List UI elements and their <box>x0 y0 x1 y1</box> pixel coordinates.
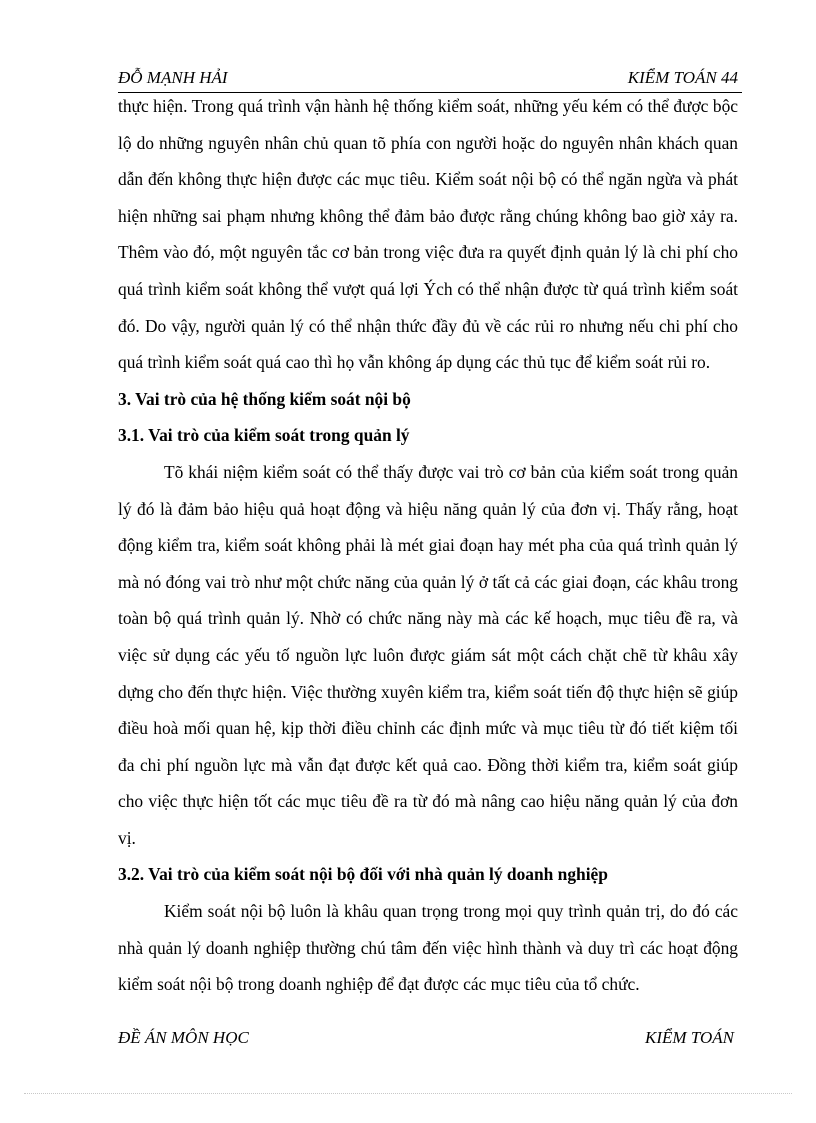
paragraph-2: Tõ khái niệm kiểm soát có thể thấy được vai trò cơ bản của kiểm soát trong quản lý đó là đảm bảo hiệu quả hoạt động và hiệu năng quản lý của đơn vị. Thấy rằng, hoạt động kiểm tra, kiểm soát không phải là mét giai đoạn hay mét pha của quá trình quản lý mà nó đóng vai trò như một chức năng của quản lý ở tất cả các giai đoạn, các khâu trong toàn bộ quá trình quản lý. Nhờ có chức năng này mà các kế hoạch, mục tiêu đề ra, và việc sử dụng các yếu tố nguồn lực luôn được giám sát một cách chặt chẽ từ khâu xây dựng cho đến thực hiện. Việc thường xuyên kiểm tra, kiểm soát tiến độ thực hiện sẽ giúp điều hoà mối quan hệ, kịp thời điều chỉnh các định mức và mục tiêu từ đó tiết kiệm tối đa chi phí nguồn lực mà vẫn đạt được kết quả cao. Đồng thời kiểm tra, kiểm soát giúp cho việc thực hiện tốt các mục tiêu đề ra từ đó mà nâng cao hiệu năng quản lý của đơn vị. <box>118 461 738 848</box>
paragraph-1: thực hiện. Trong quá trình vận hành hệ thống kiểm soát, những yếu kém có thể được bộc lộ do những nguyên nhân chủ quan tõ phía con người hoặc do nguyên nhân khách quan dẫn đến không thực hiện được các mục tiêu. Kiểm soát nội bộ có thể ngăn ngừa và phát hiện những sai phạm nhưng không thể đảm bảo được rằng chúng không bao giờ xảy ra. Thêm vào đó, một nguyên tắc cơ bản trong việc đưa ra quyết định quản lý là chi phí cho quá trình kiểm soát không thể vượt quá lợi Ých có thể nhận được từ quá trình kiểm soát đó. Do vậy, người quản lý có thể nhận thức đầy đủ về các rủi ro nhưng nếu chi phí cho quá trình kiểm soát quá cao thì họ vẫn không áp dụng các thủ tục để kiểm soát rủi ro. <box>118 96 738 373</box>
heading-section-3-1: 3.1. Vai trò của kiểm soát trong quản lý <box>118 425 410 446</box>
header-author: ĐỖ MẠNH HẢI <box>118 68 228 87</box>
footer-left: ĐỀ ÁN MÔN HỌC <box>118 1028 249 1047</box>
document-body <box>118 88 738 1003</box>
heading-section-3-2: 3.2. Vai trò của kiểm soát nội bộ đối với nhà quản lý doanh nghiệp <box>118 864 608 885</box>
paragraph-3: Kiểm soát nội bộ luôn là khâu quan trọng trong mọi quy trình quản trị, do đó các nhà quản lý doanh nghiệp thường chú tâm đến việc hình thành và duy trì các hoạt động kiểm soát nội bộ trong doanh nghiệp để đạt được các mục tiêu của tổ chức. <box>118 901 738 995</box>
header-course: KIỂM TOÁN 44 <box>627 68 738 87</box>
heading-section-3: 3. Vai trò của hệ thống kiểm soát nội bộ <box>118 388 411 409</box>
page-footer <box>118 1028 734 1052</box>
footer-right: KIỂM TOÁN <box>645 1028 734 1047</box>
page-bottom-divider <box>24 1093 792 1094</box>
